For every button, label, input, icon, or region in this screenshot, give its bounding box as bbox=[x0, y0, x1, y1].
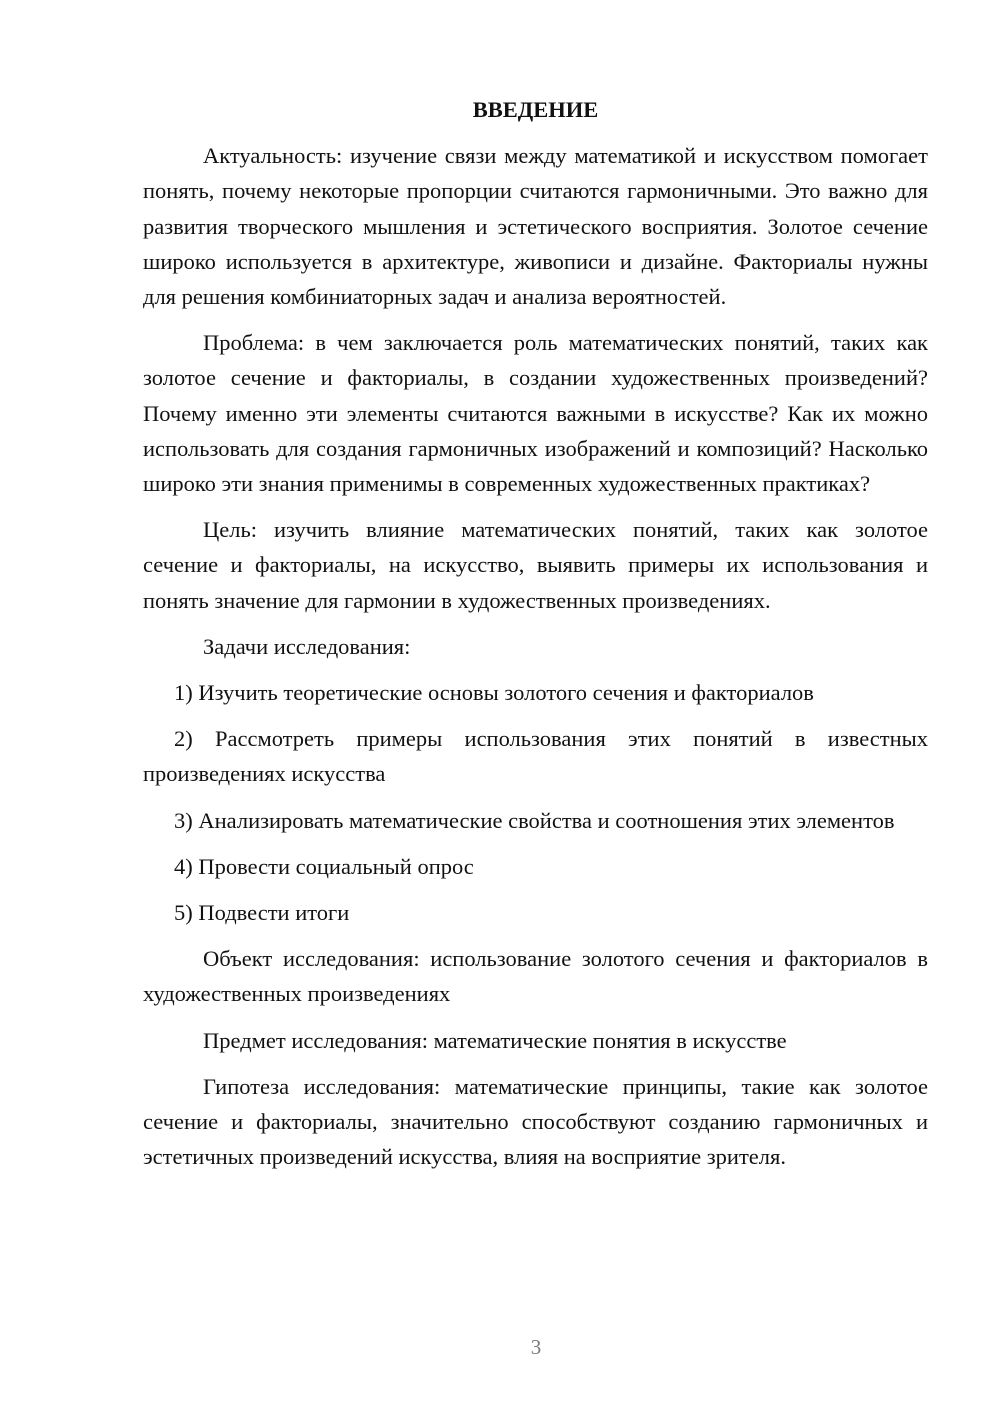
task-item-5: 5) Подвести итоги bbox=[174, 900, 350, 926]
paragraph-goal: Цель: изучить влияние математических понятий, таких как золотое сечение и факториалы, на искусство, выявить примеры их использования и понять значение для гармонии в художественных произведениях. bbox=[143, 517, 928, 613]
paragraph-hypothesis: Гипотеза исследования: математические принципы, такие как золотое сечение и факториалы, значительно способствуют созданию гармоничных и эстетичных произведений искусства, влияя на восприятие зрителя. bbox=[143, 1073, 928, 1170]
task-item-3: 3) Анализировать математические свойства и соотношения этих элементов bbox=[174, 807, 895, 833]
paragraph-relevance: Актуальность: изучение связи между математикой и искусством помогает понять, почему некоторые пропорции считаются гармоничными. Это важно для развития творческого мышления и эстетического восприятия. Золотое сечение широко используется в архитектуре, живописи и дизайне. Факториалы нужны для решения комбиниаторных задач и анализа вероятностей. bbox=[143, 143, 928, 310]
paragraph-object: Объект исследования: использование золотого сечения и факториалов в художественных произведениях bbox=[143, 946, 928, 1007]
task-item-4: 4) Провести социальный опрос bbox=[174, 853, 474, 879]
paragraph-problem: Проблема: в чем заключается роль математических понятий, таких как золотое сечение и факториалы, в создании художественных произведений? Почему именно эти элементы считаются важными в искусстве? Как их можно использовать для создания гармоничных изображений и композиций? Насколько широко эти знания применимы в современных художественных практиках? bbox=[143, 330, 928, 497]
page-number: 3 bbox=[530, 1335, 542, 1359]
paragraph-tasks-title: Задачи исследования: bbox=[203, 633, 411, 659]
task-item-1: 1) Изучить теоретические основы золотого сечения и факториалов bbox=[174, 680, 814, 706]
task-item-2: 2) Рассмотреть примеры использования этих понятий в известных произведениях искусства bbox=[143, 726, 928, 787]
paragraph-subject: Предмет исследования: математические понятия в искусстве bbox=[203, 1027, 787, 1053]
section-heading: ВВЕДЕНИЕ bbox=[472, 97, 599, 122]
document-body bbox=[143, 92, 928, 1185]
